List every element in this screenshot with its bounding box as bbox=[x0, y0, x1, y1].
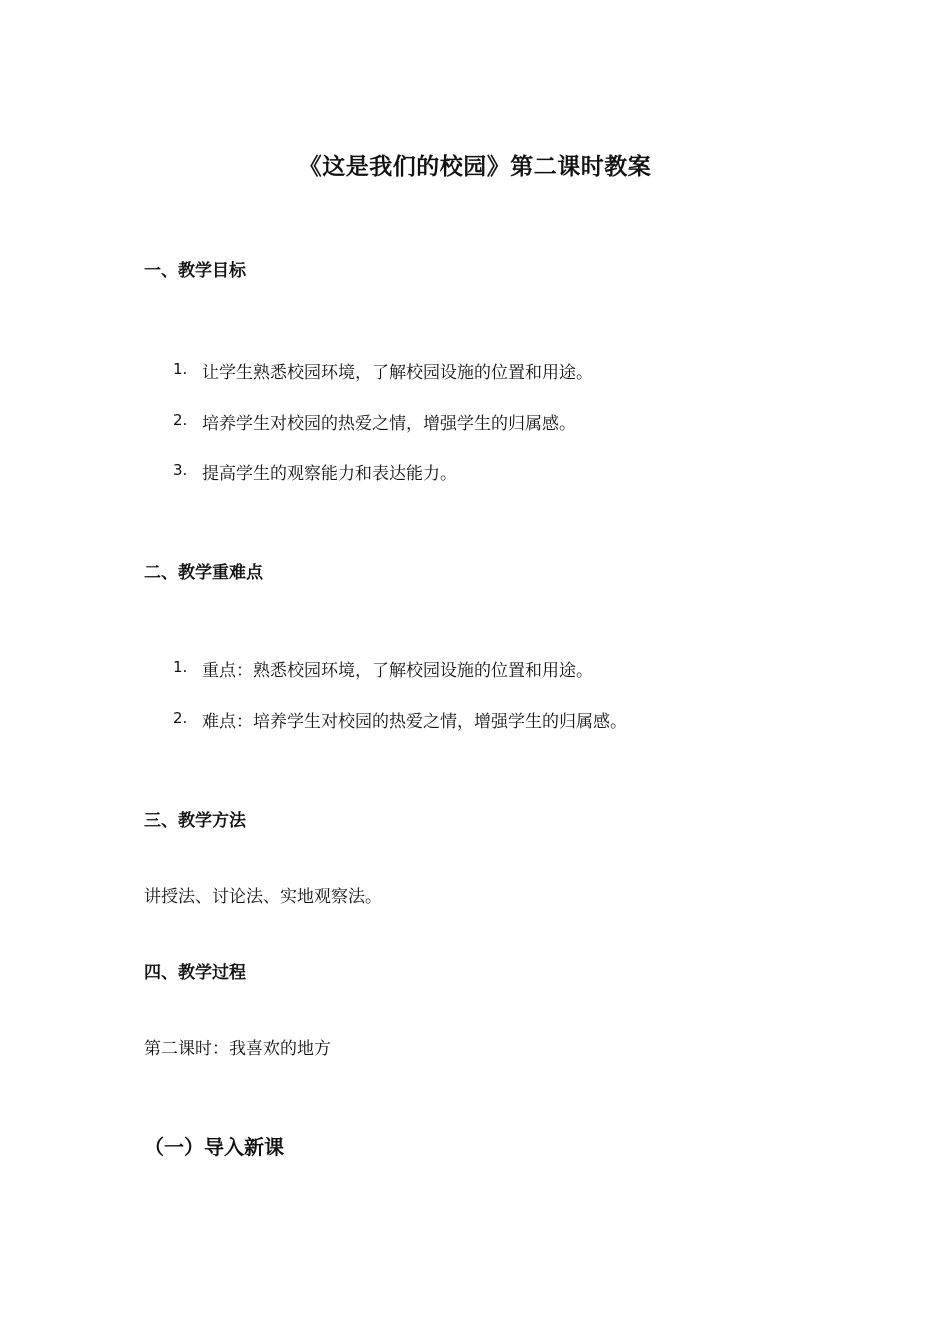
section-heading-process: 四、教学过程 bbox=[144, 963, 246, 983]
list-item-text: 重点：熟悉校园环境，了解校园设施的位置和用途。 bbox=[202, 661, 593, 681]
process-text: 第二课时：我喜欢的地方 bbox=[144, 1039, 331, 1059]
list-item-text: 培养学生对校园的热爱之情，增强学生的归属感。 bbox=[202, 414, 576, 434]
list-item-number: 3. bbox=[173, 461, 188, 479]
section-heading-key-points: 二、教学重难点 bbox=[144, 563, 263, 583]
list-item-number: 1. bbox=[173, 360, 188, 378]
process-subheading: （一）导入新课 bbox=[144, 1135, 284, 1159]
list-item-number: 2. bbox=[173, 411, 188, 429]
list-item-text: 提高学生的观察能力和表达能力。 bbox=[202, 464, 457, 484]
document-title: 《这是我们的校园》第二课时教案 bbox=[298, 154, 652, 180]
list-item-text: 难点：培养学生对校园的热爱之情，增强学生的归属感。 bbox=[202, 712, 627, 732]
list-item-number: 2. bbox=[173, 709, 188, 727]
methods-text: 讲授法、讨论法、实地观察法。 bbox=[144, 887, 382, 907]
section-heading-methods: 三、教学方法 bbox=[144, 811, 246, 831]
section-heading-goals: 一、教学目标 bbox=[144, 261, 246, 281]
list-item-number: 1. bbox=[173, 658, 188, 676]
list-item-text: 让学生熟悉校园环境，了解校园设施的位置和用途。 bbox=[202, 363, 593, 383]
